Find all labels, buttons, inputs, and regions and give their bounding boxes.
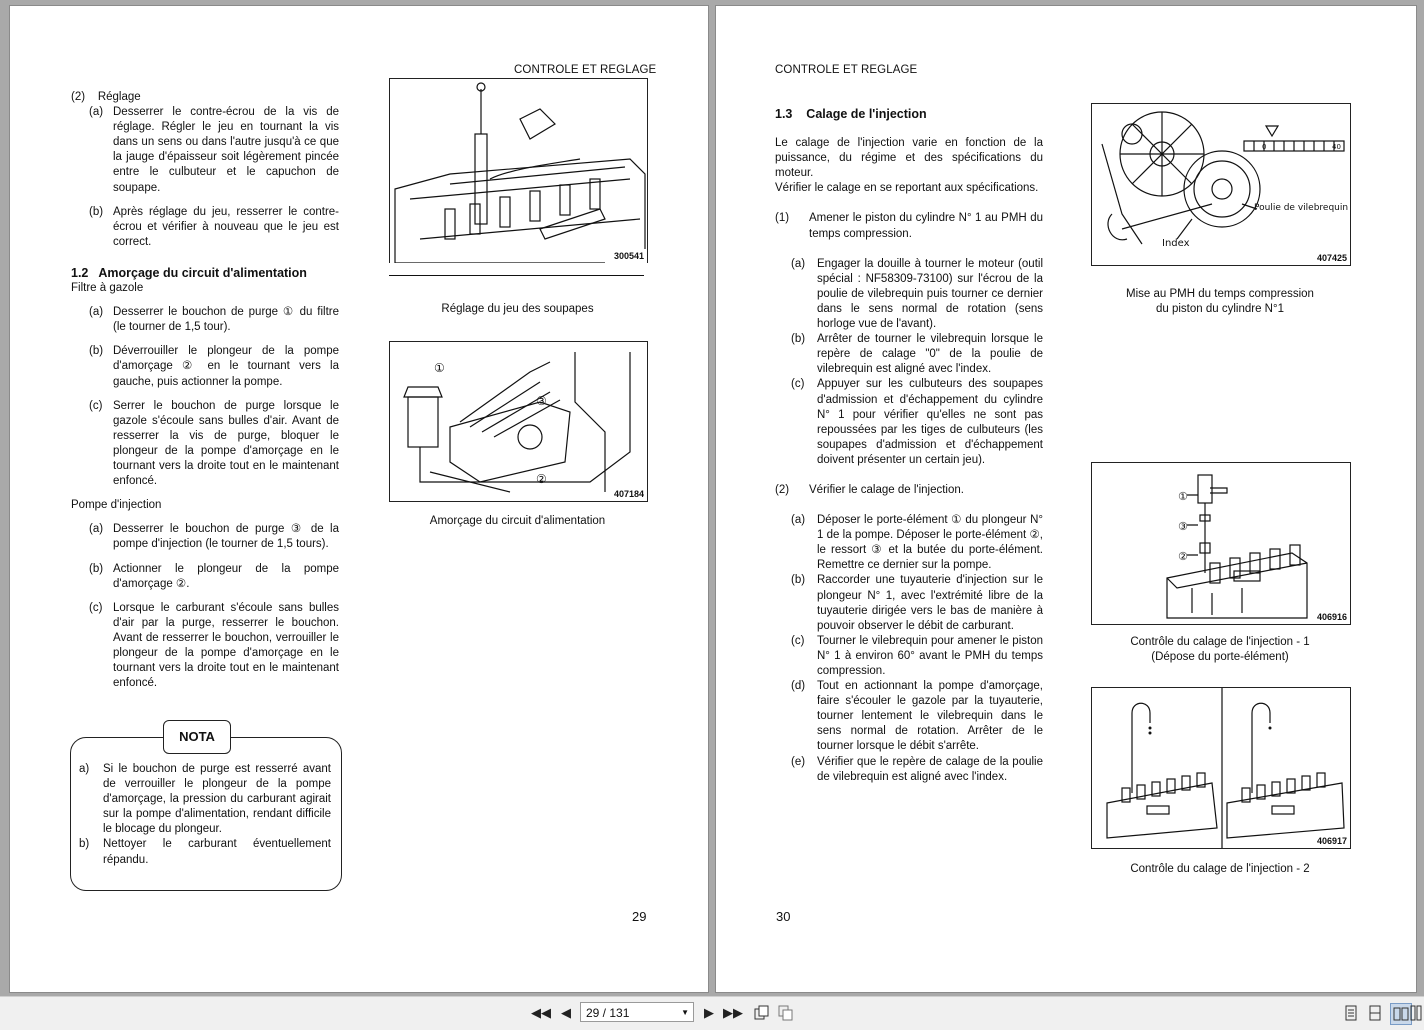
reglage-title: (2) Réglage (71, 91, 141, 103)
single-page-icon (1344, 1005, 1358, 1021)
item-text: Déverrouiller le plongeur de la pompe d'amorçage ② en le tournant vers la gauche, puis actionner la pompe. (113, 345, 339, 388)
section-number: 1.3 (775, 107, 793, 121)
label-poulie: Poulie de vilebrequin (1254, 203, 1349, 213)
callout-1: ① (434, 361, 445, 375)
item-text: Serrer le bouchon de purge lorsque le gazole s'écoule sans bulles d'air. Avant de resserrer la vis de purge, bloquer le plongeur de la pompe d'amorçage en le tournant vers la droite tout en le maintenant enfoncé. (113, 399, 339, 488)
page-header: CONTROLE ET REGLAGE (775, 64, 918, 76)
list-item (89, 601, 339, 692)
callout-2: ② (1178, 550, 1188, 563)
left-page (10, 6, 708, 992)
list-item (791, 257, 1043, 332)
item-label: (b) (791, 574, 806, 587)
item-label: (a) (791, 257, 806, 270)
caption-line: Contrôle du calage de l'injection - 1 (1130, 636, 1310, 648)
item-label: (c) (89, 601, 103, 614)
item-text: Arrêter de tourner le vilebrequin lorsque le repère de calage "0" de la poulie de vilebrequin est aligné avec l'index. (817, 333, 1043, 376)
numbered-step (775, 483, 1043, 498)
item-label: (b) (89, 345, 104, 358)
item-label: (c) (791, 634, 805, 647)
page-number: 30 (776, 909, 791, 924)
item-label: (a) (791, 514, 806, 527)
page-indicator: 29 / 131 (586, 1006, 630, 1020)
last-page-icon: ▶▶ (723, 1005, 743, 1020)
list-item (79, 837, 331, 867)
two-page-continuous-icon (1410, 1005, 1422, 1021)
scale-forty: 40 (1332, 143, 1341, 151)
two-page-icon (1393, 1006, 1409, 1022)
step-text: Vérifier le calage de l'injection. (809, 483, 964, 496)
item-text: Desserrer le contre-écrou de la vis de réglage. Régler le jeu en tournant la vis dans un sens ou dans l'autre jusqu'à ce que la jauge d'épaisseur soit légèrement pincée entre le culbuteur et le capuchon de soupape. (113, 106, 339, 194)
figure-caption: Contrôle du calage de l'injection - 2 (1130, 863, 1310, 875)
item-label: b) (79, 838, 90, 851)
back-view-icon (753, 1005, 769, 1021)
item-label: (a) (89, 523, 104, 536)
list-item (89, 305, 339, 335)
callout-3: ③ (1178, 520, 1188, 533)
figure-id: 407425 (1316, 253, 1347, 263)
single-page-button[interactable] (1341, 1003, 1361, 1023)
list-item (89, 522, 339, 552)
prev-page-button[interactable] (556, 1003, 576, 1023)
list-item (791, 573, 1043, 633)
list-item (791, 634, 1043, 679)
list-item (791, 332, 1043, 377)
list-item (89, 205, 339, 250)
figure-id: 300541 (613, 251, 644, 261)
paragraph: Vérifier le calage en se reportant aux spécifications. (775, 182, 1039, 195)
item-text: Vérifier que le repère de calage de la poulie de vilebrequin est aligné avec l'index. (817, 755, 1043, 783)
item-text: Après réglage du jeu, resserrer le contre-écrou et vérifier à nouveau que le jeu est correct. (113, 205, 339, 248)
figure-valve-adjustment (389, 78, 648, 263)
next-page-icon: ▶ (704, 1005, 714, 1020)
item-label: a) (79, 763, 90, 775)
list-item (791, 377, 1043, 468)
step-label: (1) (775, 212, 790, 225)
list-item (89, 399, 339, 490)
item-label: (b) (791, 333, 806, 346)
list-item (89, 344, 339, 389)
callout-2: ② (536, 472, 547, 486)
page-number-input[interactable] (580, 1002, 694, 1022)
figure-caption (1091, 635, 1349, 665)
item-label: (d) (791, 680, 806, 693)
subsection-title: Filtre à gazole (71, 282, 144, 295)
section-1-3 (775, 107, 1043, 785)
right-page (716, 6, 1416, 992)
item-label: (b) (89, 562, 104, 575)
chevron-down-icon: ▼ (681, 1008, 689, 1017)
item-text: Tourner le vilebrequin pour amener le piston N° 1 à environ 60° avant le PMH du temps compression. (817, 634, 1043, 677)
item-text: Tout en actionnant la pompe d'amorçage, faire s'écouler le gazole par la tuyauterie, tourner lentement le vilebrequin dans le sens normal de rotation. Arrêter de le tourner lorsque le débit s'arrête. (817, 680, 1043, 753)
figure-id: 407184 (613, 489, 644, 499)
item-text: Nettoyer le carburant éventuellement répandu. (103, 838, 331, 866)
first-page-icon: ◀◀ (531, 1005, 551, 1020)
figure-fuel-priming (389, 341, 648, 502)
section-title (71, 266, 339, 281)
item-label: (e) (791, 755, 806, 768)
figure-caption (1091, 287, 1349, 317)
figure-caption: Amorçage du circuit d'alimentation (429, 515, 606, 527)
list-item (791, 513, 1043, 573)
viewer-toolbar (0, 996, 1424, 1030)
next-page-button[interactable] (699, 1003, 719, 1023)
figure-rule (389, 275, 644, 276)
crankshaft-pulley-illustration (1092, 104, 1350, 265)
figure-delivery-valve-removal (1091, 462, 1351, 625)
section-title (775, 107, 1043, 122)
forward-view-icon (778, 1005, 794, 1021)
continuous-page-icon (1368, 1005, 1382, 1021)
list-item (79, 762, 331, 837)
reglage-block (71, 90, 339, 250)
item-text: Déposer le porte-élément ① du plongeur N° 1 de la pompe. Déposer le porte-élément ②, le ressort ③ et la butée du porte-élément. Remettre ce dernier sur la pompe. (817, 514, 1043, 572)
prev-page-icon: ◀ (561, 1005, 571, 1020)
list-item (89, 105, 339, 196)
subsection-title: Pompe d'injection (71, 499, 162, 512)
callout-3: ③ (536, 394, 547, 408)
figure-id: 406917 (1316, 836, 1347, 846)
section-1-2 (71, 266, 339, 691)
caption-line: du piston du cylindre N°1 (1156, 303, 1284, 315)
numbered-step (775, 211, 1043, 241)
item-text: Raccorder une tuyauterie d'injection sur le plongeur N° 1, avec l'extrémité libre de la tuyauterie dirigée vers le bas de manière à pouvoir observer le débit de carburant. (817, 574, 1043, 632)
continuous-page-button[interactable] (1365, 1003, 1385, 1023)
step-text: Amener le piston du cylindre N° 1 au PMH du temps compression. (809, 212, 1043, 240)
callout-1: ① (1178, 490, 1188, 503)
label-index: Index (1162, 238, 1190, 249)
forward-view-button[interactable] (776, 1003, 796, 1023)
nota-label: NOTA (163, 720, 231, 754)
item-text: Actionner le plongeur de la pompe d'amorçage ②. (113, 562, 339, 590)
two-page-button[interactable] (1390, 1003, 1412, 1025)
item-text: Appuyer sur les culbuteurs des soupapes d'admission et d'échappement du cylindre N° 1 pour vérifier qu'elles ne sont pas repoussées par les tiges de culbuteurs (les soupapes d'admission et d'échappement doivent présenter un certain jeu). (817, 378, 1043, 466)
first-page-button[interactable] (531, 1003, 551, 1023)
valve-adjustment-illustration (390, 79, 647, 263)
section-title-text: Calage de l'injection (806, 107, 927, 121)
nota-content (79, 762, 331, 868)
two-page-continuous-button[interactable] (1410, 1003, 1422, 1023)
item-text: Si le bouchon de purge est resserré avant de verrouiller le plongeur de la pompe d'amorçage, la pression du carburant agirait sur la pompe d'alimentation, rendant difficile le blocage du plongeur. (103, 763, 331, 836)
step-label: (2) (775, 483, 790, 496)
list-item (791, 755, 1043, 785)
figure-id: 406916 (1316, 612, 1347, 622)
list-item (791, 679, 1043, 754)
injection-check-illustration (1092, 688, 1350, 848)
item-label: (c) (89, 399, 103, 412)
item-label: (a) (89, 306, 104, 319)
caption-line: (Dépose du porte-élément) (1151, 651, 1289, 663)
back-view-button[interactable] (751, 1003, 771, 1023)
item-text: Engager la douille à tourner le moteur (outil spécial : NF58309-73100) sur l'écrou de la poulie de vilebrequin puis tourner ce dernier dans le sens normal de rotation (sens horloge vue de l'avant). (817, 257, 1043, 331)
last-page-button[interactable] (723, 1003, 743, 1023)
caption-line: Mise au PMH du temps compression (1126, 288, 1314, 300)
item-label: (c) (791, 378, 805, 391)
page-number: 29 (632, 909, 647, 924)
paragraph: Le calage de l'injection varie en fonction de la puissance, du régime et des spécifications du moteur. (775, 137, 1043, 180)
section-number: 1.2 (71, 266, 89, 280)
item-text: Desserrer le bouchon de purge ① du filtre (le tourner de 1,5 tour). (113, 306, 339, 334)
figure-crankshaft-pulley (1091, 103, 1351, 266)
figure-injection-check (1091, 687, 1351, 849)
item-label: (a) (89, 106, 104, 119)
page-header: CONTROLE ET REGLAGE (514, 64, 657, 76)
item-text: Lorsque le carburant s'écoule sans bulles d'air par la purge, resserrer le bouchon. Avant de resserrer le bouchon, verrouiller le plongeur de la pompe d'amorçage en le tournant vers la droite tout en le maintenant enfoncé. (113, 601, 339, 690)
delivery-valve-illustration (1092, 463, 1350, 624)
figure-caption: Réglage du jeu des soupapes (441, 303, 594, 315)
scale-zero: 0 (1262, 143, 1267, 151)
item-text: Desserrer le bouchon de purge ③ de la pompe d'injection (le tourner de 1,5 tours). (113, 523, 339, 551)
fuel-priming-illustration (390, 342, 647, 501)
item-label: (b) (89, 205, 104, 218)
section-title-text: Amorçage du circuit d'alimentation (98, 266, 307, 280)
list-item (89, 562, 339, 592)
